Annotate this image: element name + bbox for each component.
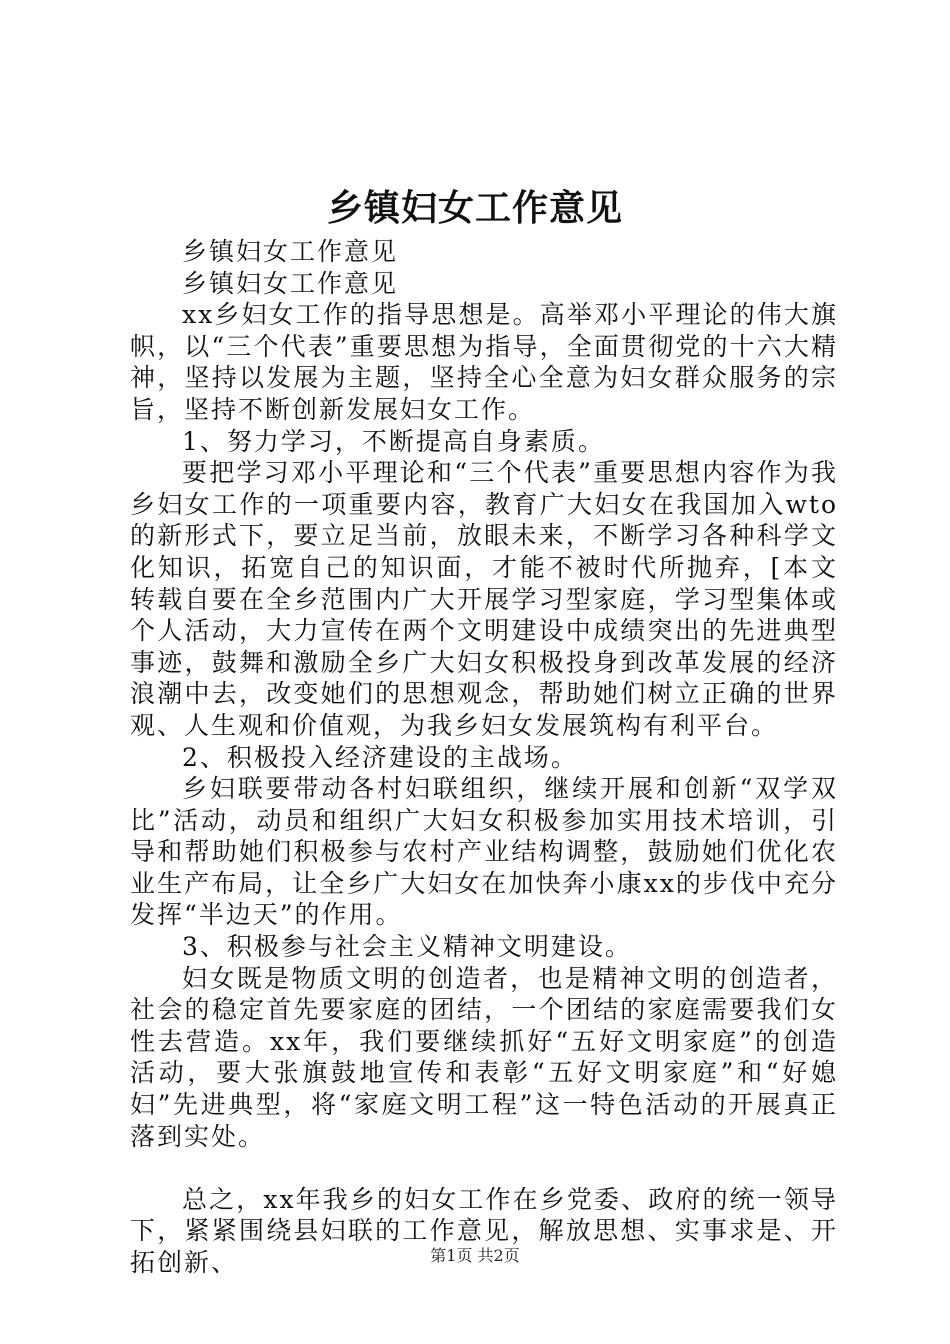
paragraph-study: 要把学习邓小平理论和“三个代表”重要思想内容作为我乡妇女工作的一项重要内容，教育广大妇女在我国加入wto的新形式下，要立足当前，放眼未来，不断学习各种科学文化知识，拓宽自己的知识面，才能不被时代所抛弃，[本文转载自要在全乡范围内广大开展学习型家庭，学习型集体或个人活动，大力宣传在两个文明建设中成绩突出的先进典型事迹，鼓舞和激励全乡广大妇女积极投身到改革发展的经济浪潮中去，改变她们的思想观念，帮助她们树立正确的世界观、人生观和价值观，为我乡妇女发展筑构有利平台。: [130, 458, 838, 740]
paragraph-blank: [130, 1152, 838, 1184]
document-body: [130, 236, 838, 1279]
paragraph-civilization: 妇女既是物质文明的创造者，也是精神文明的创造者，社会的稳定首先要家庭的团结，一个团结的家庭需要我们女性去营造。xx年，我们要继续抓好“五好文明家庭”的创造活动，要大张旗鼓地宣传和表彰“五好文明家庭”和“好媳妇”先进典型，将“家庭文明工程”这一特色活动的开展真正落到实处。: [130, 963, 838, 1151]
page-number-footer: 第1页 共2页: [430, 1246, 520, 1265]
section-heading-1: 1、努力学习，不断提高自身素质。: [182, 426, 605, 456]
section-heading-2: 2、积极投入经济建设的主战场。: [182, 742, 578, 772]
paragraph-guiding-thought: xx乡妇女工作的指导思想是。高举邓小平理论的伟大旗帜，以“三个代表”重要思想为指导，全面贯彻党的十六大精神，坚持以发展为主题，坚持全心全意为妇女群众服务的宗旨，坚持不断创新发展妇女工作。: [130, 300, 838, 424]
paragraph-economy: 乡妇联要带动各村妇联组织，继续开展和创新“双学双比”活动，动员和组织广大妇女积极参加实用技术培训，引导和帮助她们积极参与农村产业结构调整，鼓励她们优化农业生产布局，让全乡广大妇女在加快奔小康xx的步伐中充分发挥“半边天”的作用。: [130, 774, 838, 930]
paragraph-summary: 总之，xx年我乡的妇女工作在乡党委、政府的统一领导下，紧紧围绕县妇联的工作意见，解放思想、实事求是、开拓创新、: [130, 1184, 838, 1277]
paragraph-subtitle-1: 乡镇妇女工作意见: [182, 237, 399, 266]
section-heading-3: 3、积极参与社会主义精神文明建设。: [182, 932, 632, 962]
paragraph-subtitle-2: 乡镇妇女工作意见: [182, 268, 399, 298]
document-title: 乡镇妇女工作意见: [326, 187, 623, 229]
